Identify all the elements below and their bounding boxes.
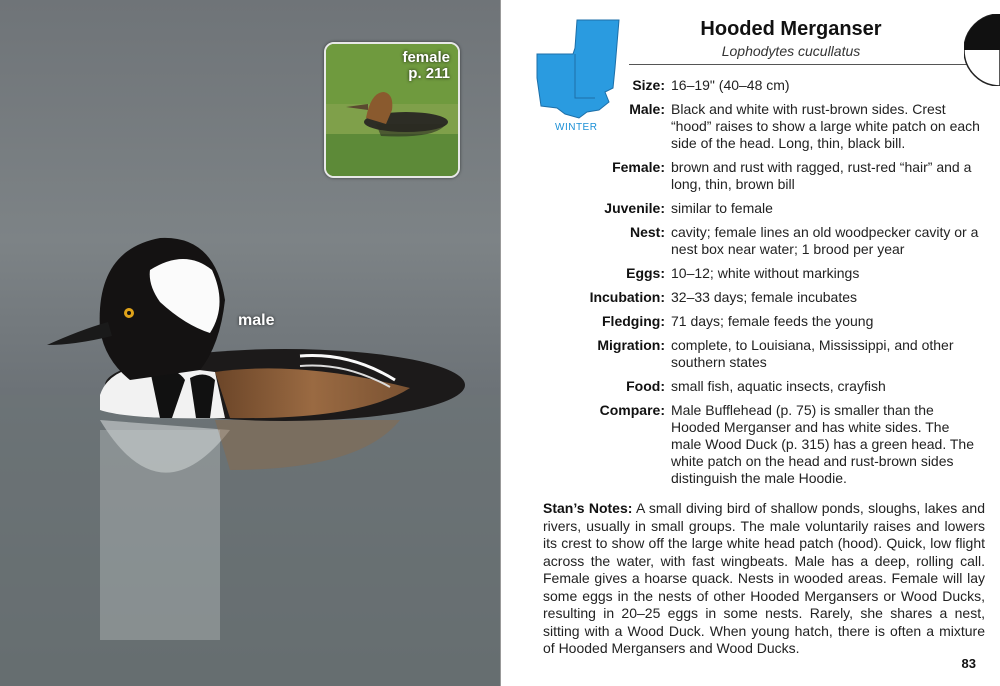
fact-incubation: Incubation: 32–33 days; female incubates: [589, 289, 858, 305]
species-common-name: Hooded Merganser: [700, 18, 882, 40]
fact-nest: Nest: cavity; female lines an old woodpecker cavity or a nest box near water; 1 brood per year: [629, 224, 979, 257]
fact-male: Male: Black and white with rust-brown sides. Crest “hood” raises to show a large white patch on each side of the head. Long, thin, black bill.: [629, 101, 980, 151]
title-divider: [629, 64, 969, 65]
stans-notes-text: A small diving bird of shallow ponds, sloughs, lakes and rivers, usually in small groups. The male voluntarily raises and lowers its crest to show off the large white head patch (hood). Quick, low flight across the water, with fast wingbeats. Male has a deep, rolling call. Female gives a hoarse quack. Nests in wooded areas. Female will lay some eggs in the nests of other Hooded Mergansers or Wood Ducks, resulting in 20–25 eggs in some nests. Rarely, she shares a nest, sitting with a Wood Duck. When young hatch, there is often a mixture of Hooded Mergansers and Wood Ducks.: [543, 500, 985, 656]
page-number: 83: [961, 656, 976, 671]
male-label: male: [238, 312, 275, 329]
fact-fledging: Fledging: 71 days; female feeds the young: [602, 313, 874, 329]
text-page: [500, 0, 1000, 686]
stans-notes-label: Stan’s Notes:: [543, 500, 633, 516]
species-scientific-name: Lophodytes cucullatus: [721, 43, 861, 59]
inset-label-page-ref: p. 211: [408, 65, 450, 82]
range-map-caption: WINTER: [555, 122, 598, 133]
fact-migration: Migration: complete, to Louisiana, Mississippi, and other southern states: [597, 337, 954, 370]
color-tab-icon: [964, 14, 1000, 86]
fact-size: Size: 16–19" (40–48 cm): [632, 77, 790, 93]
fact-juvenile: Juvenile: similar to female: [604, 200, 773, 216]
stans-notes: [543, 500, 985, 658]
female-merganser-inset: [324, 42, 460, 178]
fact-food: Food: small fish, aquatic insects, crayfish: [626, 378, 886, 394]
fact-list: [563, 77, 983, 494]
fact-female: Female: brown and rust with ragged, rust-red “hair” and a long, thin, brown bill: [612, 159, 972, 192]
inset-label-female: female: [402, 49, 450, 66]
fact-compare: Compare: Male Bufflehead (p. 75) is smaller than the Hooded Merganser and has white sides. The male Wood Duck (p. 315) has a green head. The white patch on the head and rust-brown sides distinguish the male Hoodie.: [599, 402, 974, 486]
fact-eggs: Eggs: 10–12; white without markings: [626, 265, 860, 281]
